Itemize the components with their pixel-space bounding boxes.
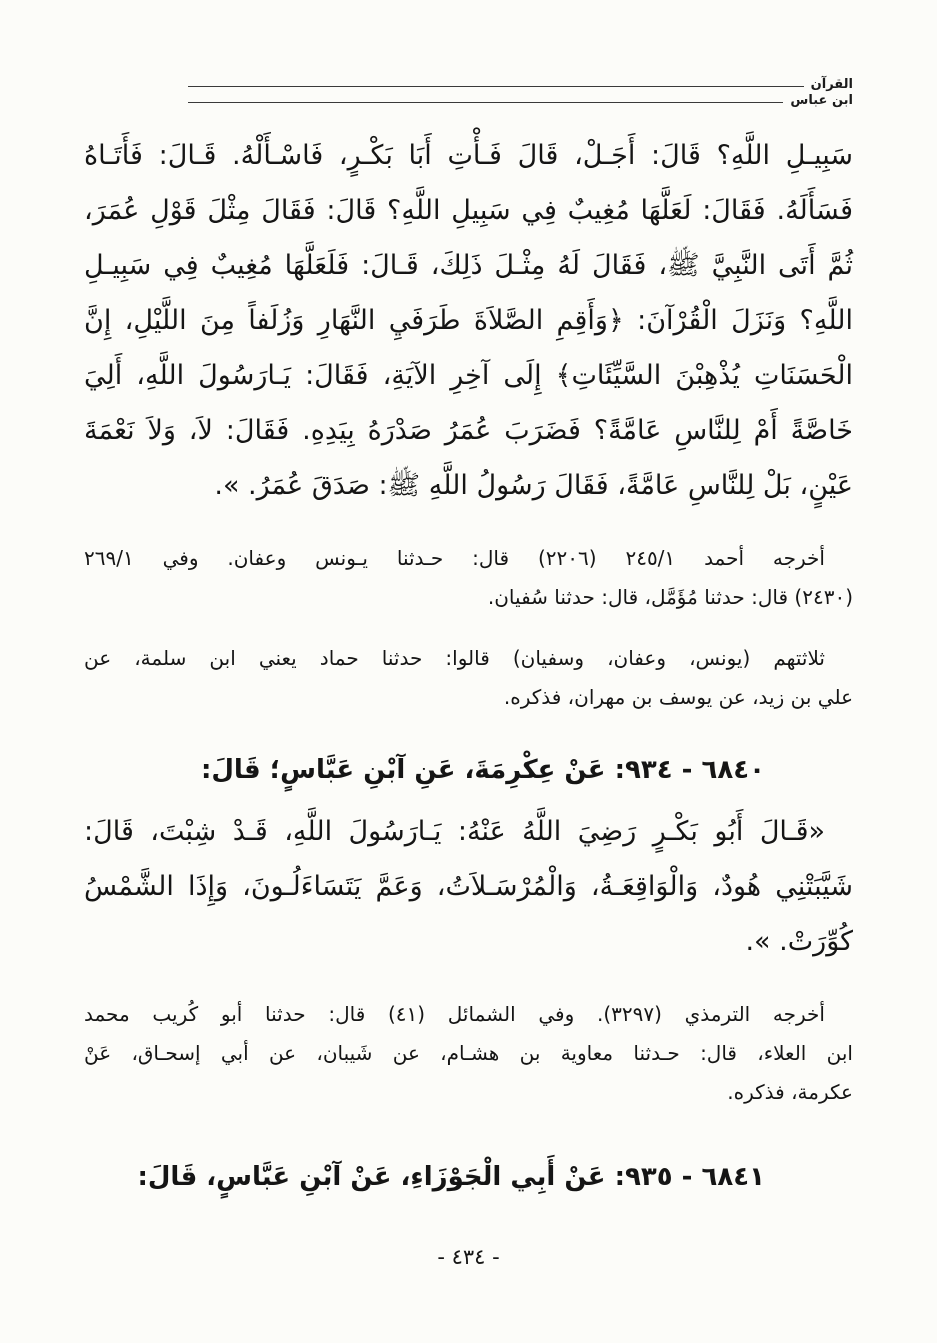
main-text-line: عَيْنٍ، بَلْ لِلنَّاسِ عَامَّةً، فَقَالَ رَسُولُ اللَّهِ ﷺ: صَدَقَ عُمَرُ. ». (214, 470, 853, 501)
takhrij-line: (٢٤٣٠) قال: حدثنا مُؤَمَّل، قال: حدثنا سُفيان. (487, 585, 853, 609)
running-head-book-title: القرآن (810, 76, 853, 92)
hadith-935-number-heading: ٦٨٤١ - ٩٣٥: عَنْ أَبِي الْجَوْزَاءِ، عَنْ آبْنِ عَبَّاسٍ، قَالَ: (137, 1162, 765, 1192)
takhrij-tirmidhi-paragraph (84, 995, 853, 1112)
main-text-line: خَاصَّةً أَمْ لِلنَّاسِ عَامَّةً؟ فَضَرَبَ عُمَرُ صَدْرَهُ بِيَدِهِ. فَقَالَ: لاَ، وَلاَ نَعْمَةَ (84, 415, 853, 446)
page-header (84, 76, 853, 108)
main-text-line: سَبِيـلِ اللَّهِ؟ قَالَ: أَجَـلْ، قَالَ فَـأْتِ أَبَا بَكْـرٍ، فَاسْـأَلْهُ. قَـالَ: فَأَتَـاهُ (84, 140, 853, 171)
quote-line: كُوِّرَتْ. ». (745, 926, 853, 957)
header-row-book (84, 76, 853, 92)
quote-line: «قَـالَ أَبُو بَكْـرٍ رَضِيَ اللَّهُ عَنْهُ: يَـارَسُولَ اللَّهِ، قَـدْ شِبْتَ، قَالَ: (84, 816, 825, 847)
takhrij-line: عكرمة، فذكره. (727, 1080, 853, 1104)
page-number: - ٤٣٤ - (437, 1245, 500, 1269)
main-text-line: اللَّهِ؟ وَنَزَلَ الْقُرْآنَ: ﴿وَأَقِمِ الصَّلاَةَ طَرَفَيِ النَّهَارِ وَزُلَفاً مِنَ اللَّيْلِ، إِنَّ (84, 305, 853, 336)
hadith-934-number-heading: ٦٨٤٠ - ٩٣٤: عَنْ عِكْرِمَةَ، عَنِ آبْنِ عَبَّاسٍ؛ قَالَ: (200, 755, 765, 785)
isnad-line: علي بن زيد، عن يوسف بن مهران، فذكره. (503, 685, 853, 709)
header-rule-bottom (188, 102, 783, 103)
main-text-line: الْحَسَنَاتِ يُذْهِبْنَ السَّيِّئَاتِ﴾ إِلَى آخِرِ الآيَةِ، فَقَالَ: يَـارَسُولَ اللَّهِ، أَلِيَ (84, 360, 853, 391)
main-text-line: ثُمَّ أَتَى النَّبِيَّ ﷺ، فَقَالَ لَهُ مِثْـلَ ذَلِكَ، قَـالَ: فَلَعَلَّهَا مُغِيبٌ فِي سَبِيـلِ (84, 250, 853, 281)
header-rule-top (188, 86, 804, 87)
header-row-chapter (84, 92, 853, 108)
running-head-chapter-title: ابن عباس (790, 92, 853, 108)
takhrij-line: أخرجه أحمد ٢٤٥/١ (٢٢٠٦) قال: حـدثنا يـونس وعفان. وفي ٢٦٩/١ (84, 546, 825, 570)
main-hadith-paragraph (84, 128, 853, 513)
quote-line: شَيَّبَتْنِي هُودٌ، وَالْوَاقِعَـةُ، وَالْمُرْسَـلاَتُ، وَعَمَّ يَتَسَاءَلُـونَ، وَإِذَا الشَّمْسُ (84, 871, 853, 902)
hadith-934-quote (84, 804, 853, 969)
takhrij-ahmad-paragraph (84, 539, 853, 617)
takhrij-line: ابن العلاء، قال: حـدثنا معاوية بن هشـام، عن شَيبان، عن أبي إسحـاق، عَنْ (84, 1041, 853, 1065)
isnad-note-paragraph (84, 639, 853, 717)
isnad-line: ثلاثتهم (يونس، وعفان، وسفيان) قالوا: حدثنا حماد يعني ابن سلمة، عن (84, 646, 825, 670)
main-text-line: فَسَأَلَهُ. فَقَالَ: لَعَلَّهَا مُغِيبٌ فِي سَبِيلِ اللَّهِ؟ قَالَ: فَقَالَ مِثْلَ قَوْلِ عُمَرَ، (84, 195, 853, 226)
takhrij-line: أخرجه الترمذي (٣٢٩٧). وفي الشمائل (٤١) قال: حدثنا أبو كُريب محمد (84, 1002, 825, 1026)
